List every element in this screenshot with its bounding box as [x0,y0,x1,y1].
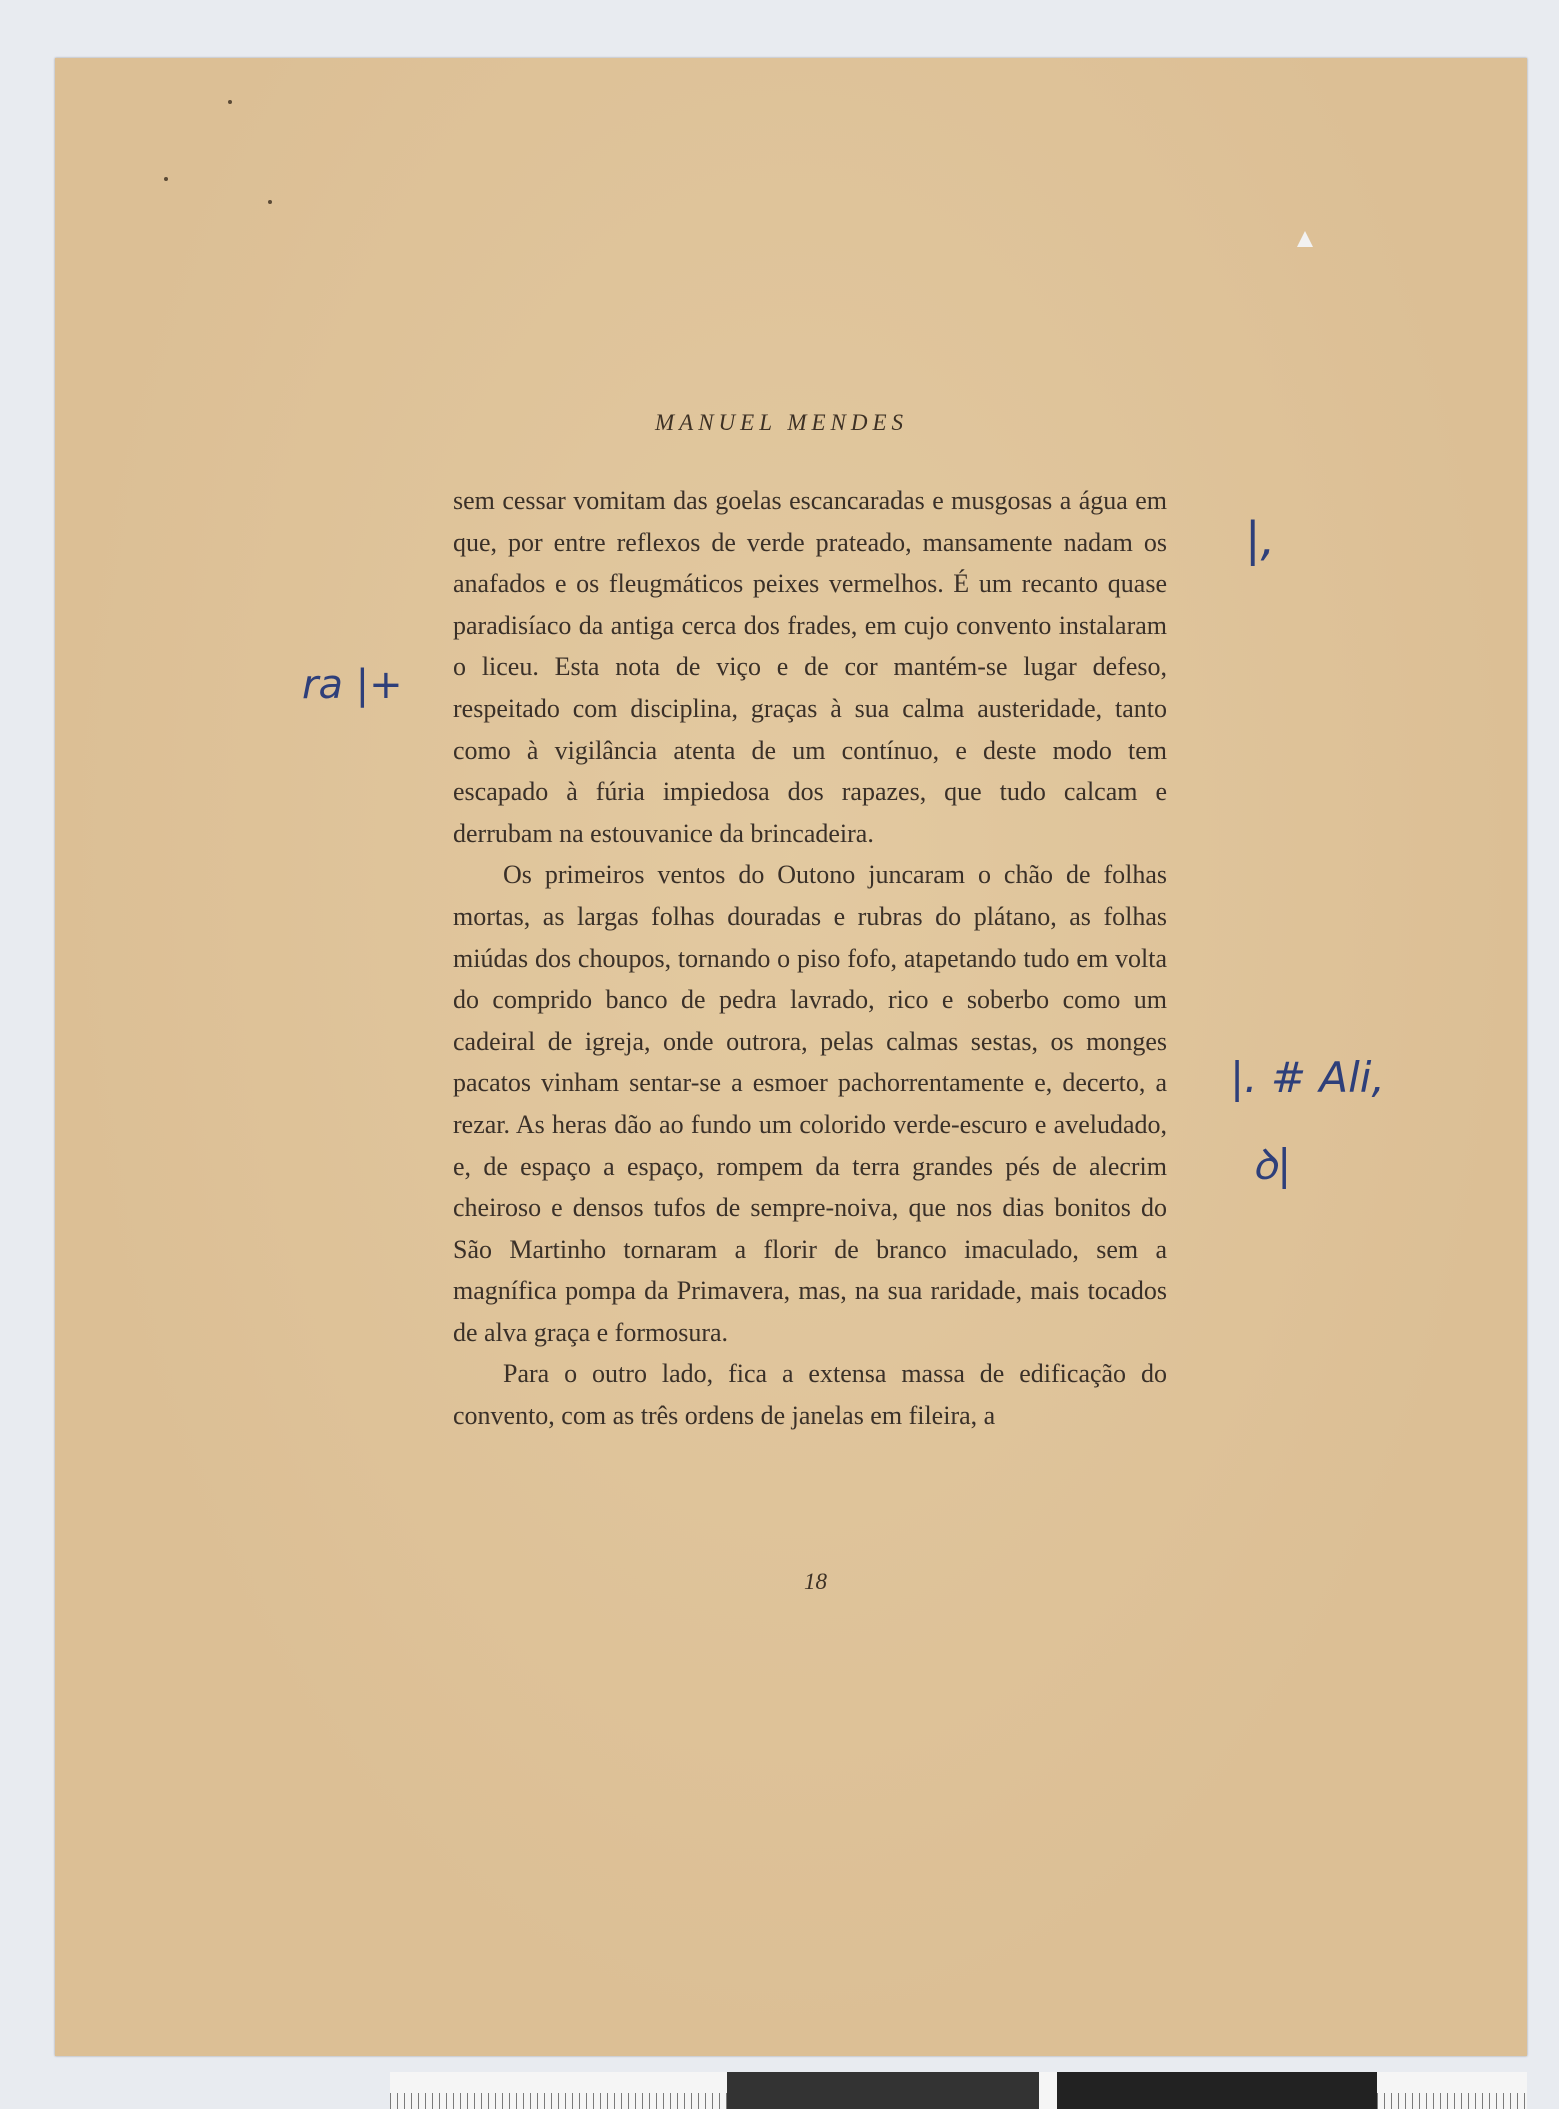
ruler-scale [390,2072,727,2109]
handwritten-note: |. # Ali, [1230,1053,1385,1102]
paper-tear [1297,231,1313,247]
paragraph: sem cessar vomitam das goelas escancaradas e musgosas a água em que, por entre reflexos de verde prateado, mansamente nadam os anafados e os fleugmáticos peixes vermelhos. É um recanto quase paradisíaco da antiga cerca dos frades, em cujo convento instalaram o liceu. Esta nota de viço e de cor mantém-se lugar defeso, respeitado com disciplina, graças à sua calma austeridade, tanto como à vigilância atenta de um contínuo, e deste modo tem escapado à fúria impiedosa dos rapazes, que tudo calcam e derrubam na estouvanice da brincadeira. [453,486,1167,848]
handwritten-note: |, [1245,512,1276,566]
ruler-gap [1039,2072,1057,2109]
ruler-patch [1057,2072,1377,2109]
handwritten-note: ꝺ| [1252,1140,1292,1189]
running-header: MANUEL MENDES [655,410,909,435]
paragraph: Os primeiros ventos do Outono juncaram o chão de folhas mortas, as largas folhas douradas e rubras do plátano, as folhas miúdas dos choupos, tornando o piso fofo, atapetando tudo em volta do comprido banco de pedra lavrado, rico e soberbo como um cadeiral de igreja, onde outrora, pelas calmas sestas, os monges pacatos vinham sentar-se a esmoer pachorrentamente e, decerto, a rezar. As heras dão ao fundo um colorido verde-escuro e aveludado, e, de espaço a espaço, rompem da terra grandes pés de alecrim cheiroso e densos tufos de sempre-noiva, que nos dias bonitos do São Martinho tornaram a florir de branco imaculado, sem a magnífica pompa da Primavera, mas, na sua raridade, mais tocados de alva graça e formosura. [453,860,1167,1347]
paper-speck [268,200,272,204]
paragraph: Para o outro lado, fica a extensa massa de edificação do convento, com as três ordens de janelas em fileira, a [453,1359,1167,1431]
ruler-patch [727,2072,1039,2109]
ruler-scale [1377,2072,1527,2109]
body-text [453,480,1167,1437]
paper-speck [164,177,168,181]
page-number: 18 [804,1569,827,1594]
color-scale-ruler [390,2072,1527,2109]
handwritten-note: ra |+ [302,662,403,708]
paper-speck [228,100,232,104]
